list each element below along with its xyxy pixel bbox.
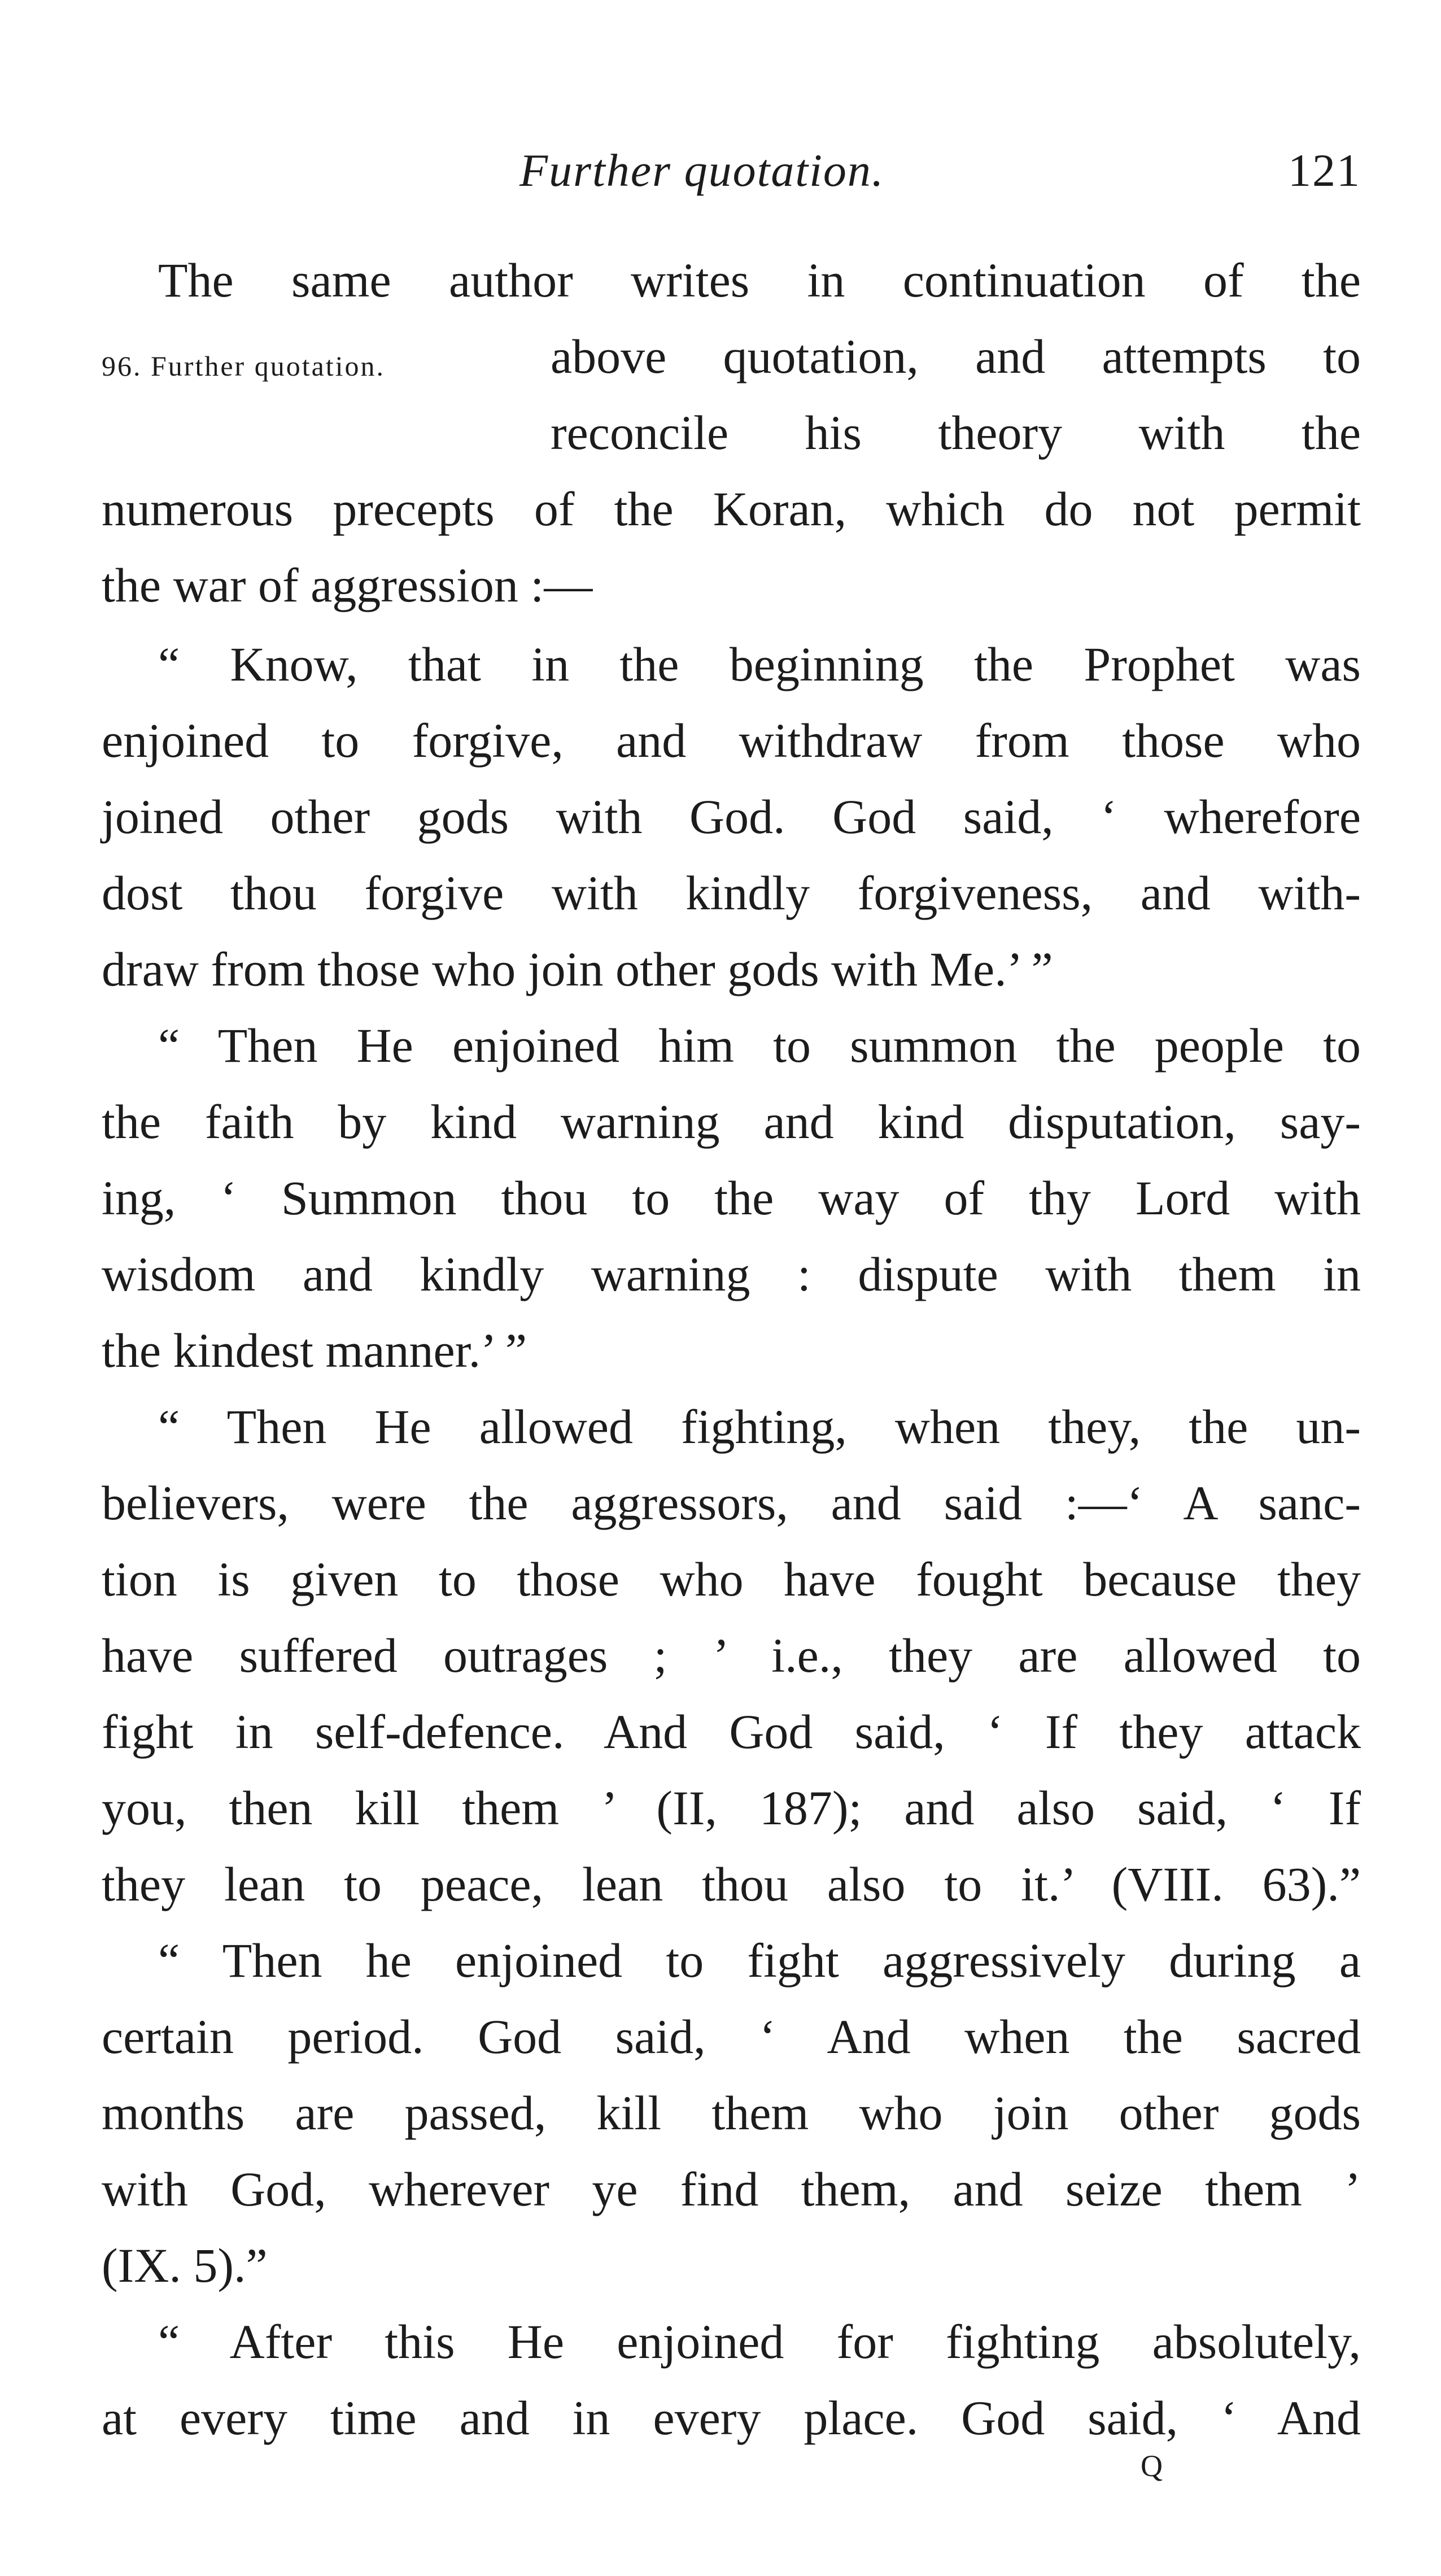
page-number: 121 <box>1288 145 1361 196</box>
text-line-13: ing, ‘ Summon thou to the way of thy Lord with <box>102 1171 1361 1225</box>
text-line-21: you, then kill them ’ (II, 187); and also said, ‘ If <box>102 1781 1361 1835</box>
text-line-24: certain period. God said, ‘ And when the sacred <box>102 2010 1361 2064</box>
text-line-12: the faith by kind warning and kind disputation, say- <box>102 1095 1361 1149</box>
text-line-8: joined other gods with God. God said, ‘ wherefore <box>102 790 1361 844</box>
text-line-17: believers, were the aggressors, and said :—‘ A sanc- <box>102 1476 1361 1530</box>
page-header <box>102 144 1361 212</box>
text-line-10: draw from those who join other gods with Me.’ ” <box>102 942 1053 996</box>
text-line-25: months are passed, kill them who join other gods <box>102 2086 1361 2140</box>
text-line-4: numerous precepts of the Koran, which do not permit <box>102 482 1361 536</box>
text-line-27: (IX. 5).” <box>102 2238 268 2292</box>
text-line-1: The same author writes in continuation of the <box>158 253 1361 307</box>
text-line-23: “ Then he enjoined to fight aggressively during a <box>158 1933 1361 1987</box>
text-line-26: with God, wherever ye find them, and seize them ’ <box>102 2162 1361 2216</box>
text-line-20: fight in self-defence. And God said, ‘ If they attack <box>102 1705 1361 1759</box>
text-line-11: “ Then He enjoined him to summon the people to <box>158 1018 1361 1073</box>
text-line-14: wisdom and kindly warning : dispute with them in <box>102 1247 1361 1301</box>
text-line-9: dost thou forgive with kindly forgiveness, and with- <box>102 866 1361 920</box>
text-line-3: reconcile his theory with the <box>551 406 1361 460</box>
text-line-28: “ After this He enjoined for fighting absolutely, <box>158 2315 1361 2369</box>
running-title: Further quotation. <box>519 145 885 196</box>
text-line-6: “ Know, that in the beginning the Prophet was <box>158 637 1361 691</box>
text-line-18: tion is given to those who have fought because they <box>102 1552 1361 1606</box>
text-line-29: at every time and in every place. God said, ‘ And <box>102 2391 1361 2445</box>
text-line-5: the war of aggression :— <box>102 558 593 612</box>
text-line-16: “ Then He allowed fighting, when they, the un- <box>158 1400 1361 1454</box>
text-line-19: have suffered outrages ; ’ i.e., they are allowed to <box>102 1628 1361 1683</box>
text-line-22: they lean to peace, lean thou also to it.’ (VIII. 63).” <box>102 1857 1361 1911</box>
margin-note: 96. Further quotation. <box>102 350 386 382</box>
text-line-2: above quotation, and attempts to <box>551 329 1361 383</box>
text-line-7: enjoined to forgive, and withdraw from those who <box>102 713 1361 768</box>
signature-mark: Q <box>1141 2449 1163 2483</box>
text-line-15: the kindest manner.’ ” <box>102 1323 527 1378</box>
